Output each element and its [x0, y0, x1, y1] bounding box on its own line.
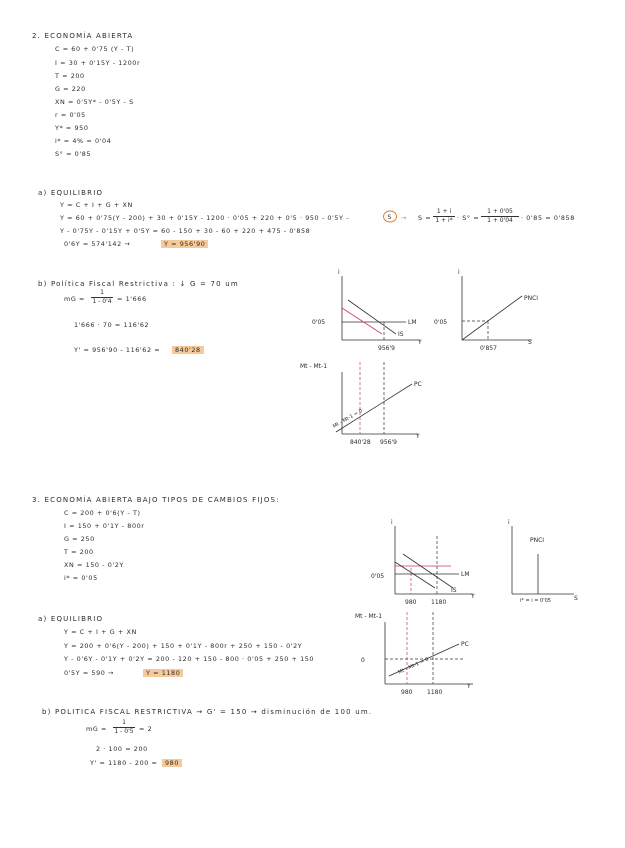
multiplier3-value: = 2: [139, 725, 153, 733]
eq3-collect-terms: Y - 0'6Y - 0'1Y + 0'2Y = 200 - 120 + 150 - 800 · 0'05 + 250 + 150: [64, 655, 315, 663]
s-equals: S =: [418, 214, 432, 222]
pc-graph-2: [355, 612, 485, 698]
axis-mx: Mt - Mt-1: [300, 363, 328, 370]
eq-interest: r = 0'05: [55, 111, 86, 119]
axis-y: Y: [418, 339, 422, 346]
eq-solve: 0'6Y = 574'142 →: [64, 240, 131, 248]
circled-s-label: S: [387, 214, 392, 221]
r2-axis-tick: 0'05: [371, 573, 385, 580]
axis2-y: Y: [471, 593, 475, 600]
is2-label: IS: [451, 587, 457, 594]
pc-label: PC: [414, 381, 422, 388]
eq-exchange-rate: S° = 0'85: [55, 150, 92, 158]
mult-num: 1: [100, 289, 104, 296]
axis2-s: S: [574, 595, 578, 602]
pc-graph-1: [300, 362, 420, 448]
s-result: · 0'85 = 0'858: [521, 214, 575, 222]
is-curve-shifted: [342, 308, 382, 334]
pc2-label: PC: [461, 641, 469, 648]
new-income-calc: Y' = 956'90 - 116'62 =: [74, 346, 161, 354]
y3a-tick: 840'28: [350, 439, 371, 446]
eq3-consumption: C = 200 + 0'6(Y - T): [64, 509, 141, 517]
s2-tick: i* = i = 0'05: [520, 598, 551, 604]
axis-i2: i: [458, 269, 460, 276]
eq3-solve: 0'5Y = 590 →: [64, 669, 114, 677]
pnci-graph-2: [498, 518, 590, 608]
multiplier3-fraction: [113, 720, 135, 735]
eq-foreign-income: Y* = 950: [55, 124, 89, 132]
eq3-identity: Y = C + I + G + XN: [64, 628, 137, 636]
r2-tick: 0'05: [434, 319, 448, 326]
y2b-tick-a: 980: [401, 689, 413, 696]
eq3-substitution: Y = 200 + 0'6(Y - 200) + 150 + 0'1Y - 800r + 250 + 150 - 0'2Y: [64, 642, 303, 650]
eq-identity: Y = C + I + G + XN: [60, 201, 133, 209]
pnci-graph-1: [434, 268, 540, 358]
mult3-den: 1 - 0'5: [114, 728, 134, 735]
multiplier-value: = 1'666: [117, 295, 147, 303]
y2b-tick-b: 1180: [427, 689, 443, 696]
lm2-label: LM: [461, 571, 470, 578]
y-tick: 956'9: [378, 345, 395, 352]
eq-taxes: T = 200: [55, 72, 85, 80]
eq-consumption: C = 60 + 0'75 (Y - T): [55, 45, 135, 53]
eq-investment: I = 30 + 0'15Y - 1200r: [55, 59, 141, 67]
eq3-government: G = 250: [64, 535, 95, 543]
is2-curve: [403, 554, 453, 588]
axis-y3: Y: [416, 433, 420, 440]
eq-net-exports: XN = 0'5Y* - 0'5Y - S: [55, 98, 134, 106]
r-tick: 0'05: [312, 319, 326, 326]
islm-graph-1: [310, 268, 430, 358]
y3b-tick: 956'9: [380, 439, 397, 446]
balance2-line-label: Mt - Mt-1 = 0: [397, 656, 430, 676]
part-a-title: a) EQUILIBRIO: [38, 189, 104, 197]
eq-collect-terms: Y - 0'75Y - 0'15Y + 0'5Y = 60 - 150 + 30 - 60 + 220 + 475 - 0'858: [60, 227, 311, 235]
frac2-num: 1 + 0'05: [487, 208, 513, 215]
y2-tick-a: 980: [405, 599, 417, 606]
new-income3-calc: Y' = 1180 - 200 =: [90, 759, 158, 767]
s-tick: 0'857: [480, 345, 497, 352]
part-b3-title: b) POLITICA FISCAL RESTRICTIVA → G' = 150 → disminución de 100 um.: [42, 708, 373, 716]
part-a3-title: a) EQUILIBRIO: [38, 615, 104, 623]
axis2-i: i: [391, 519, 393, 526]
eq-foreign-interest: i* = 4% = 0'04: [55, 137, 112, 145]
eq3-net-exports: XN = 150 - 0'2Y: [64, 561, 124, 569]
multiplier3-label: mG =: [86, 725, 107, 733]
axis2-y3: Y: [467, 683, 471, 690]
s-times: · S° =: [457, 214, 480, 222]
fraction-numeric: [481, 209, 519, 224]
axis-i: i: [338, 269, 340, 276]
eq-government: G = 220: [55, 85, 86, 93]
axis-s: S: [528, 339, 532, 346]
lm-label: LM: [408, 319, 417, 326]
pc-curve: [336, 384, 412, 432]
axis2-mx: Mt - Mt-1: [355, 613, 383, 620]
section-3-title: 3. ECONOMÍA ABIERTA BAJO TIPOS DE CAMBIOS FIJOS:: [32, 496, 280, 504]
islm-graph-2: [365, 518, 485, 608]
mult-den: 1 - 0'4: [92, 298, 112, 305]
pnci-label: PNCI: [524, 295, 539, 302]
frac1-den: 1 + i*: [435, 217, 453, 224]
new-income-3: 980: [162, 759, 182, 767]
circled-s-mark: [383, 210, 403, 224]
pnci2-label: PNCI: [530, 537, 545, 544]
income3-change: 2 · 100 = 200: [96, 745, 148, 753]
y2-tick-b: 1180: [431, 599, 447, 606]
part-b-title: b) Política Fiscal Restrictiva : ↓ G = 70 um: [38, 280, 239, 288]
multiplier-label: mG =: [64, 295, 85, 303]
eq3-taxes: T = 200: [64, 548, 94, 556]
income-change: 1'666 · 70 = 116'62: [74, 321, 150, 329]
eq-substitution: Y = 60 + 0'75(Y - 200) + 30 + 0'15Y - 1200 · 0'05 + 220 + 0'5 · 950 - 0'5Y -: [60, 214, 350, 222]
fraction-interest-ratio: [433, 209, 455, 224]
arrow-s: →: [401, 214, 407, 222]
axis2-i2: i: [508, 519, 510, 526]
new-income: 840'28: [172, 346, 204, 354]
mult3-num: 1: [122, 719, 126, 726]
multiplier-fraction: [91, 290, 113, 305]
balance-line-label: Mt - Mt-1 = 0: [332, 407, 364, 430]
eq3-investment: I = 150 + 0'1Y - 800r: [64, 522, 145, 530]
zero-tick: 0: [361, 657, 365, 664]
pnci-curve: [462, 296, 522, 340]
frac2-den: 1 + 0'04: [487, 217, 513, 224]
eq3-foreign-interest: i* = 0'05: [64, 574, 98, 582]
frac1-num: 1 + i: [436, 208, 452, 215]
equilibrium-income-3: Y = 1180: [143, 669, 183, 677]
is-label: IS: [398, 331, 404, 338]
equilibrium-income: Y = 956'90: [161, 240, 208, 248]
section-2-title: 2. ECONOMÍA ABIERTA: [32, 32, 134, 40]
